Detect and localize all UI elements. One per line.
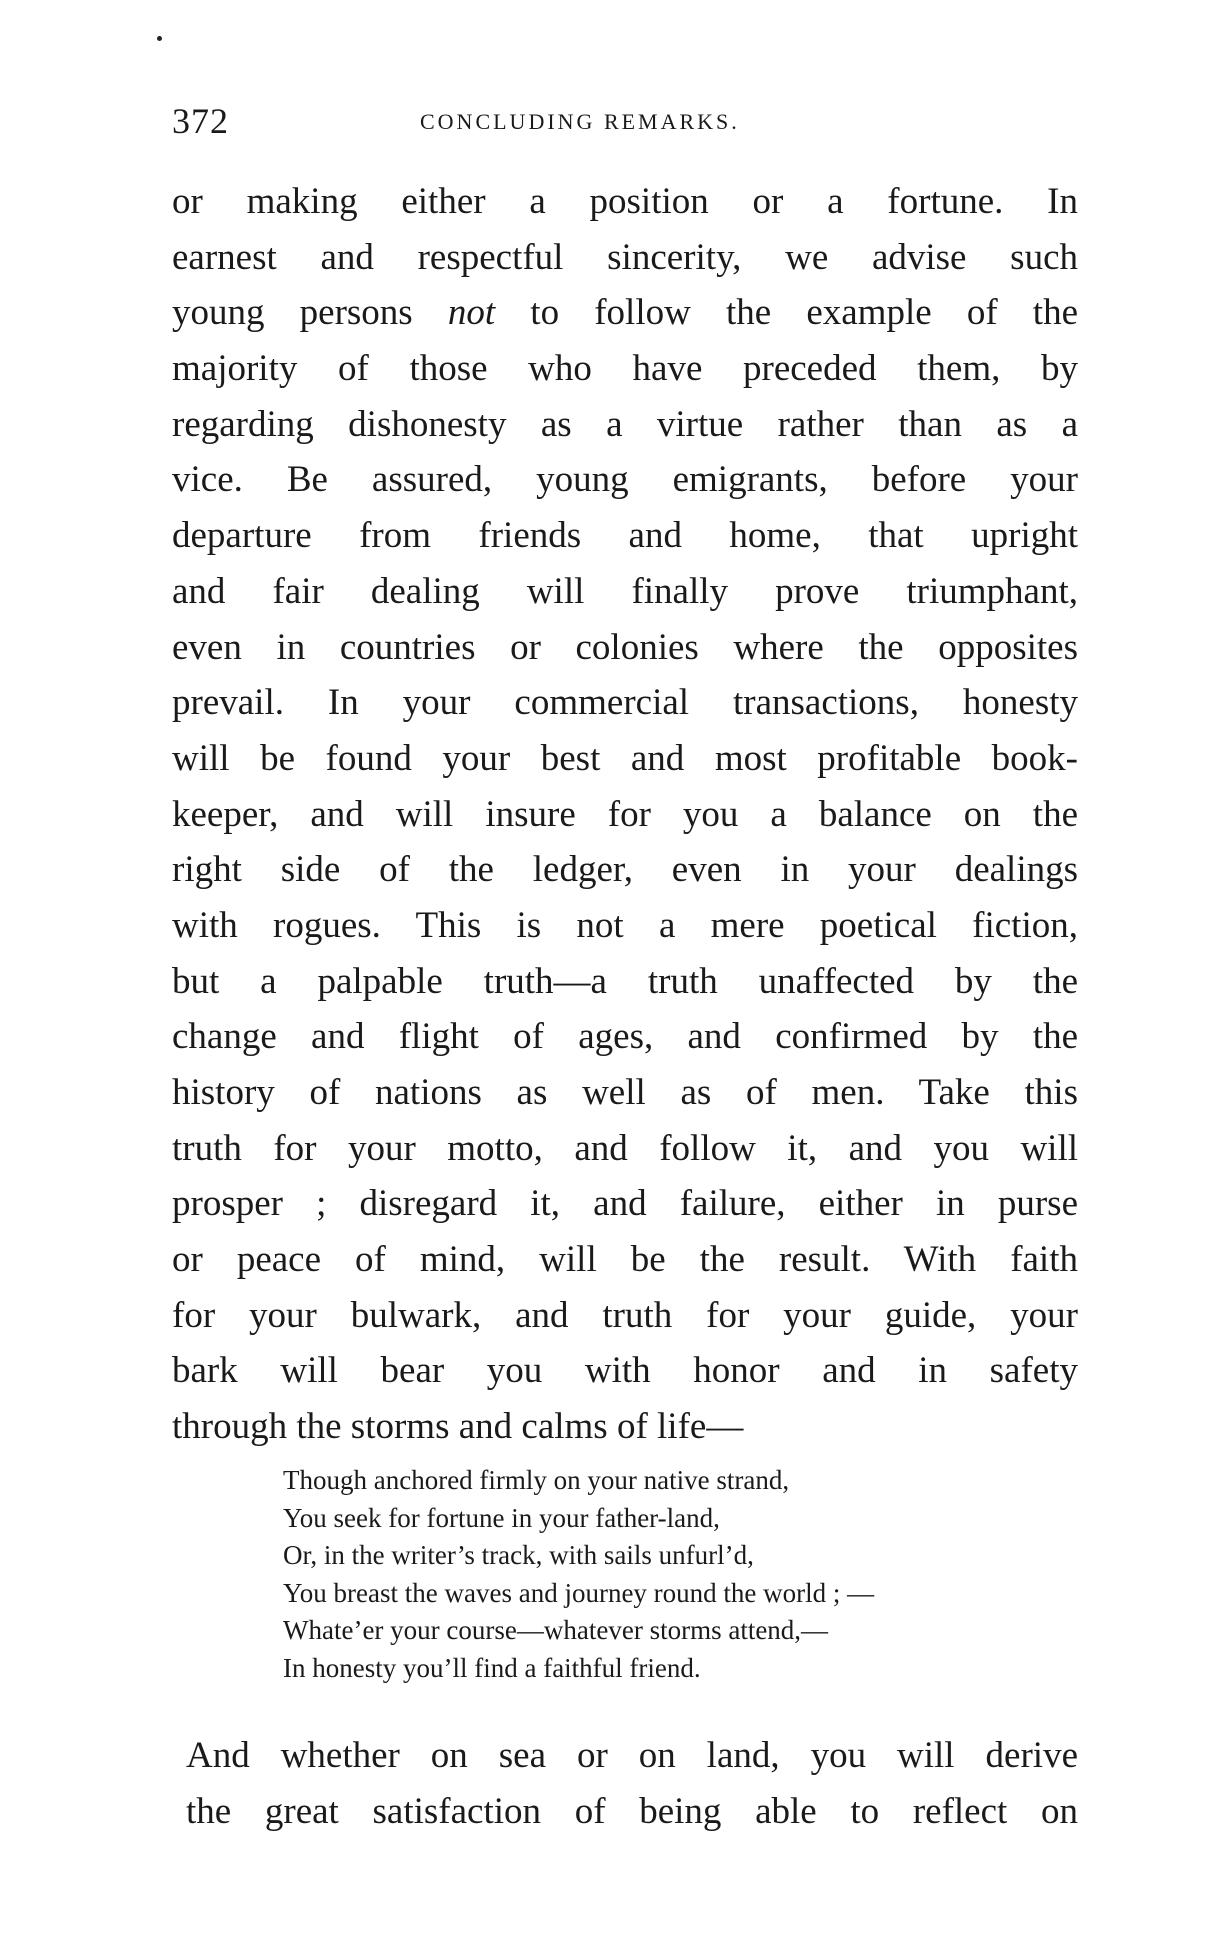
paragraph-line: for your bulwark, and truth for your guide, your: [172, 1294, 1078, 1336]
verse-quotation: [283, 1462, 1043, 1687]
paragraph-line: prosper ; disregard it, and failure, either in purse: [172, 1183, 1078, 1225]
paragraph-line: even in countries or colonies where the opposites: [172, 626, 1078, 668]
ink-speck: [157, 36, 162, 41]
paragraph-line: will be found your best and most profitable book-: [172, 737, 1078, 779]
paragraph-line: history of nations as well as of men. Take this: [172, 1072, 1078, 1113]
paragraph-line: truth for your motto, and follow it, and you will: [172, 1127, 1078, 1169]
paragraph-line: change and flight of ages, and confirmed by the: [172, 1016, 1078, 1058]
page-number: 372: [172, 101, 229, 141]
emphasis-not: not: [447, 292, 496, 334]
verse-line: Or, in the writer’s track, with sails unfurl’d,: [283, 1540, 754, 1570]
closing-paragraph: [186, 1728, 1078, 1840]
paragraph-line: regarding dishonesty as a virtue rather than as a: [172, 403, 1078, 445]
paragraph-line: keeper, and will insure for you a balance on the: [172, 793, 1078, 835]
paragraph-line: vice. Be assured, young emigrants, before your: [172, 459, 1078, 501]
verse-line: Though anchored firmly on your native strand,: [283, 1465, 790, 1495]
paragraph-line: young persons not to follow the example of the: [172, 292, 1078, 334]
paragraph-line: through the storms and calms of life—: [172, 1406, 744, 1448]
paragraph-line: but a palpable truth—a truth unaffected by the: [172, 960, 1078, 1002]
page-header: [172, 96, 1082, 146]
paragraph-line: earnest and respectful sincerity, we advise such: [172, 236, 1078, 278]
body-paragraph: [172, 174, 1078, 1455]
paragraph-line: departure from friends and home, that upright: [172, 515, 1078, 557]
closing-line: And whether on sea or on land, you will derive: [186, 1735, 1078, 1776]
verse-line: In honesty you’ll find a faithful friend.: [283, 1652, 701, 1683]
running-head: CONCLUDING REMARKS.: [420, 109, 740, 134]
paragraph-line: or making either a position or a fortune. In: [172, 181, 1078, 222]
paragraph-line: bark will bear you with honor and in safety: [172, 1350, 1078, 1392]
paragraph-line: right side of the ledger, even in your dealings: [172, 849, 1078, 891]
verse-line: Whate’er your course—whatever storms attend,—: [283, 1615, 829, 1645]
paragraph-line: prevail. In your commercial transactions, honesty: [172, 682, 1078, 724]
paragraph-line: and fair dealing will finally prove triumphant,: [172, 570, 1078, 612]
paragraph-line: with rogues. This is not a mere poetical fiction,: [172, 904, 1078, 946]
paragraph-line: or peace of mind, will be the result. With faith: [172, 1239, 1078, 1281]
paragraph-line: majority of those who have preceded them, by: [172, 348, 1078, 390]
verse-line: You seek for fortune in your father-land,: [283, 1502, 720, 1533]
closing-line: the great satisfaction of being able to reflect on: [186, 1791, 1078, 1832]
verse-line: You breast the waves and journey round the world ; —: [283, 1577, 875, 1608]
